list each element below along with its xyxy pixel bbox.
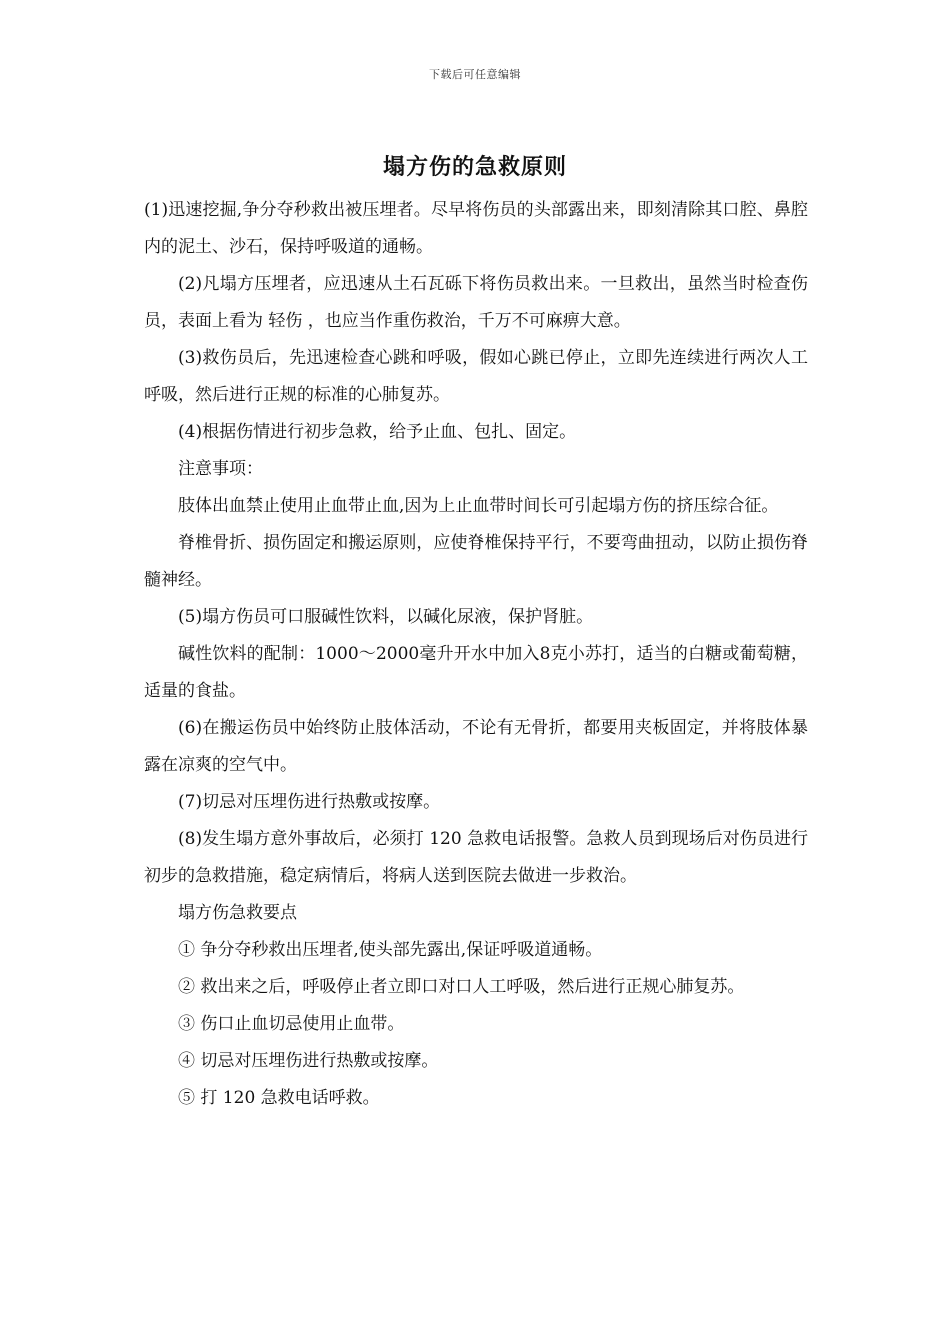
paragraph: (1)迅速挖掘,争分夺秒救出被压埋者。尽早将伤员的头部露出来，即刻清除其口腔、鼻腔内的泥土、沙石，保持呼吸道的通畅。 (144, 200, 808, 257)
paragraph: 碱性饮料的配制：1000～2000毫升开水中加入8克小苏打，适当的白糖或葡萄糖，适量的食盐。 (144, 644, 808, 701)
header-note: 下载后可任意编辑 (429, 68, 521, 81)
paragraph: (7)切忌对压埋伤进行热敷或按摩。 (178, 792, 441, 812)
paragraph: ② 救出来之后，呼吸停止者立即口对口人工呼吸，然后进行正规心肺复苏。 (178, 977, 745, 997)
paragraph: 脊椎骨折、损伤固定和搬运原则，应使脊椎保持平行，不要弯曲扭动，以防止损伤脊髓神经。 (144, 533, 808, 590)
paragraph: ① 争分夺秒救出压埋者,使头部先露出,保证呼吸道通畅。 (178, 940, 603, 960)
paragraph: ⑤ 打 120 急救电话呼救。 (178, 1088, 380, 1108)
paragraph: 肢体出血禁止使用止血带止血,因为上止血带时间长可引起塌方伤的挤压综合征。 (178, 496, 779, 516)
paragraph: (2)凡塌方压埋者，应迅速从土石瓦砾下将伤员救出来。一旦救出，虽然当时检查伤员，表面上看为 轻伤 ，也应当作重伤救治，千万不可麻痹大意。 (144, 274, 808, 331)
paragraph: (8)发生塌方意外事故后，必须打 120 急救电话报警。急救人员到现场后对伤员进行初步的急救措施，稳定病情后，将病人送到医院去做进一步救治。 (144, 829, 808, 886)
paragraph: ③ 伤口止血切忌使用止血带。 (178, 1014, 405, 1034)
paragraph: (3)救伤员后，先迅速检查心跳和呼吸，假如心跳已停止，立即先连续进行两次人工呼吸，然后进行正规的标准的心肺复苏。 (144, 348, 808, 405)
paragraph: ④ 切忌对压埋伤进行热敷或按摩。 (178, 1051, 439, 1071)
document-title: 塌方伤的急救原则 (382, 155, 567, 180)
paragraph: (5)塌方伤员可口服碱性饮料，以碱化尿液，保护肾脏。 (178, 607, 594, 627)
paragraph: 塌方伤急救要点 (178, 903, 297, 923)
paragraph: (4)根据伤情进行初步急救，给予止血、包扎、固定。 (178, 422, 577, 442)
paragraph: 注意事项： (178, 459, 263, 479)
paragraph: (6)在搬运伤员中始终防止肢体活动，不论有无骨折，都要用夹板固定，并将肢体暴露在凉爽的空气中。 (144, 718, 808, 775)
document-body (144, 192, 808, 1117)
